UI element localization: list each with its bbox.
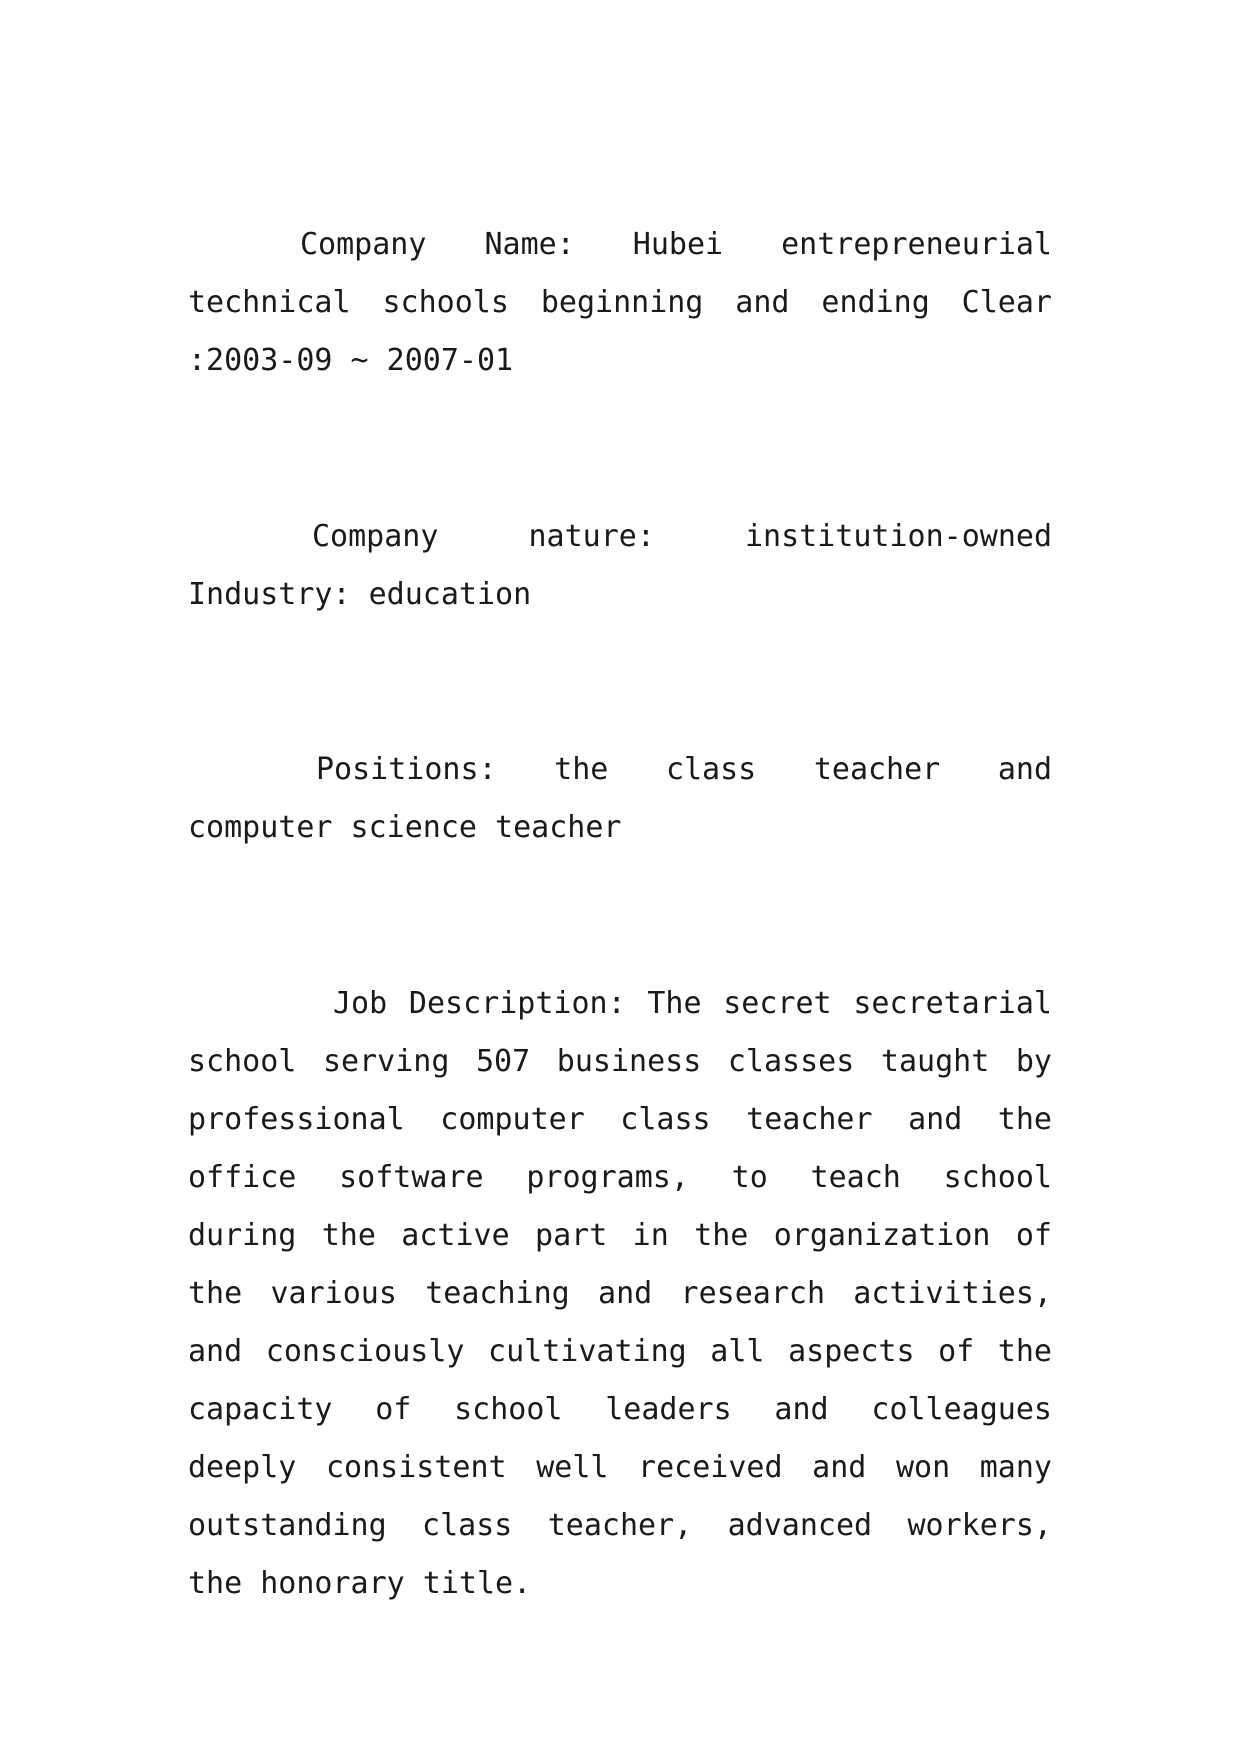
paragraph-job-description: Job Description: The secret secretarial school serving 507 business classes taught by professional computer class teacher and the office software programs, to teach school during the active part in the organization of the various teaching and research activities, and consciously cultivating all aspects of the capacity of school leaders and colleagues deeply consistent well received and won many outstanding class teacher, advanced workers, the honorary title. [188, 986, 1052, 1601]
paragraph-company-nature: Company nature: institution-owned Industry: education [188, 519, 1052, 612]
paragraph-positions: Positions: the class teacher and computer science teacher [188, 752, 1052, 845]
paragraph-company-name: Company Name: Hubei entrepreneurial technical schools beginning and ending Clear :2003-09 ~ 2007-01 [188, 227, 1052, 378]
